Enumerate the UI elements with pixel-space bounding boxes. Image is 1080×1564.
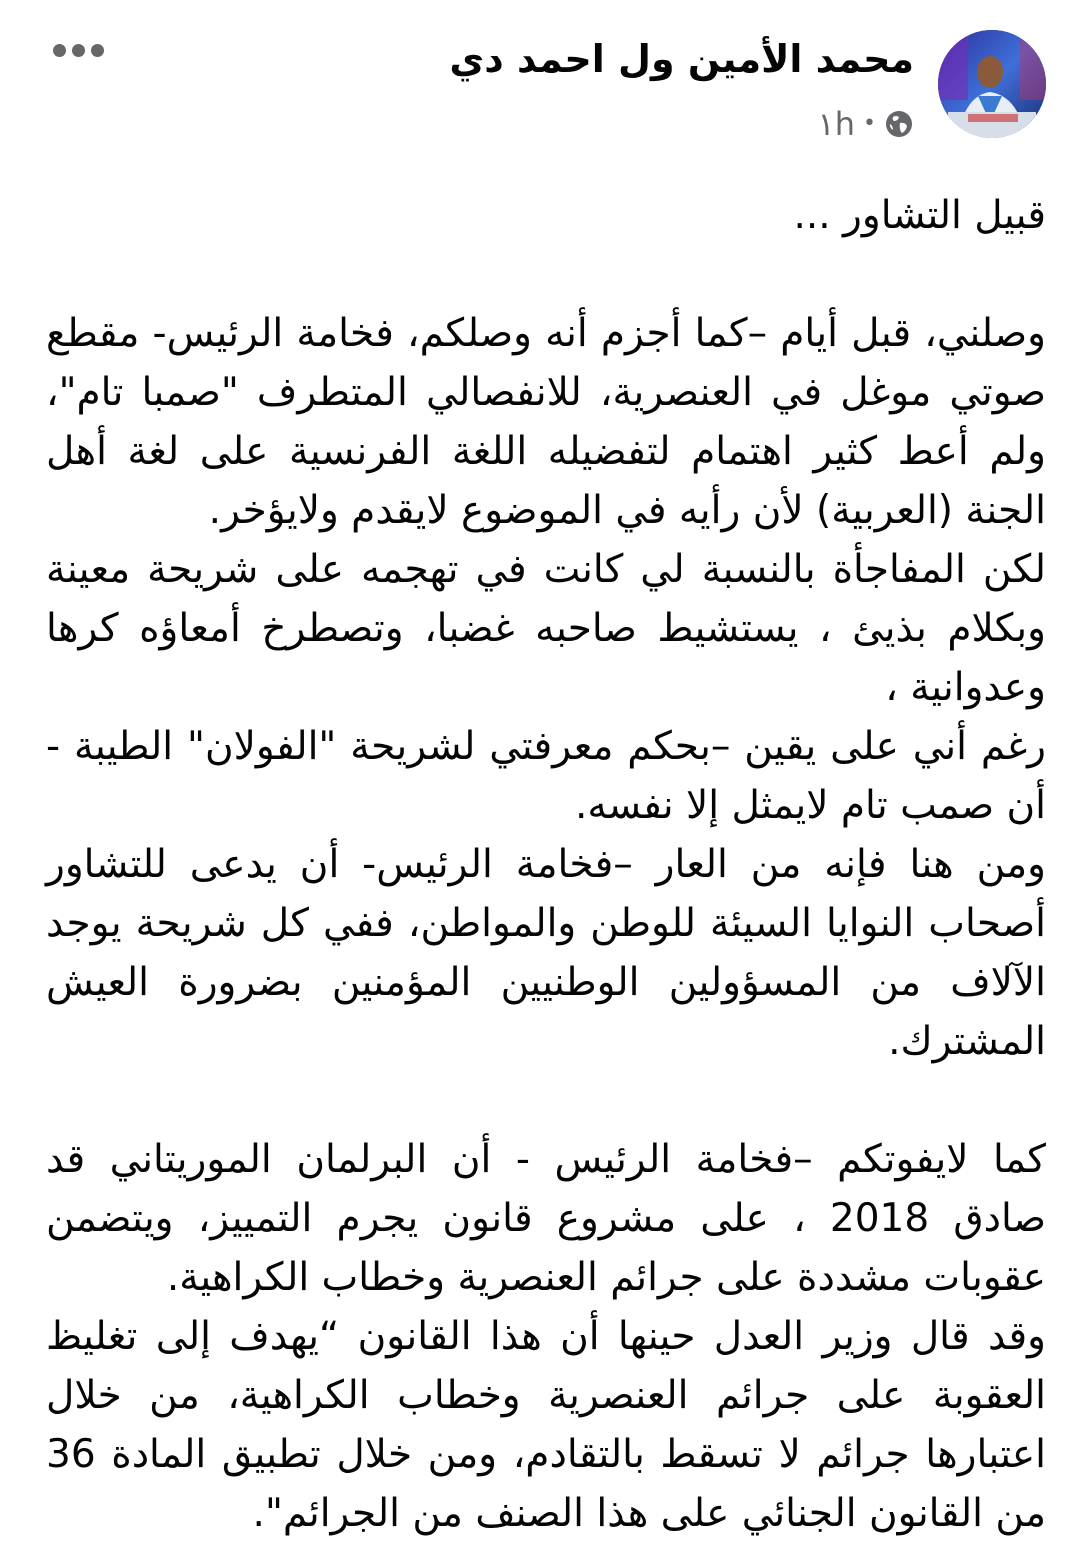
post-paragraph: لكن المفاجأة بالنسبة لي كانت في تهجمه على شريحة معينة وبكلام بذيئ ، يستشيط صاحبه غضبا، وتصطرخ أمعاؤه كرها وعدوانية ، (46, 547, 1046, 710)
more-options-icon (53, 44, 66, 57)
author-name[interactable]: محمد الأمين ول احمد دي (449, 37, 914, 81)
post-meta (818, 104, 914, 144)
paragraph-spacer (46, 1071, 1046, 1130)
meta-separator: • (863, 111, 876, 136)
more-options-button[interactable] (48, 30, 108, 70)
post-paragraph: وقد قال وزير العدل حينها أن هذا القانون “يهدف إلى تغليظ العقوبة على جرائم العنصرية وخطاب الكراهية، من خلال اعتبارها جرائم لا تسقط بالتقادم، ومن خلال تطبيق المادة 36 من القانون الجنائي على هذا الصنف من الجرائم". (46, 1314, 1046, 1536)
post-paragraph: رغم أني على يقين –بحكم معرفتي لشريحة "الفولان" الطيبة - أن صمب تام لايمثل إلا نفسه. (46, 724, 1046, 828)
author-avatar[interactable] (938, 30, 1046, 138)
post-timestamp[interactable]: ١h (817, 105, 856, 143)
post-header (0, 0, 1080, 150)
avatar-image (938, 30, 1046, 138)
globe-icon[interactable] (884, 109, 914, 139)
post-paragraph: كما لايفوتكم –فخامة الرئيس - أن البرلمان الموريتاني قد صادق 2018 ، على مشروع قانون يجرم التمييز، ويتضمن عقوبات مشددة على جرائم العنصرية وخطاب الكراهية. (46, 1137, 1046, 1300)
post-paragraph: قبيل التشاور ... (793, 193, 1046, 238)
post-paragraph: وصلني، قبل أيام –كما أجزم أنه وصلكم، فخامة الرئيس- مقطع صوتي موغل في العنصرية، للانفصالي المتطرف "صمبا تام"، ولم أعط كثير اهتمام لتفضيله اللغة الفرنسية على لغة أهل الجنة (العربية) لأن رأيه في الموضوع لايقدم ولايؤخر. (46, 311, 1046, 533)
post-paragraph: ومن هنا فإنه من العار –فخامة الرئيس- أن يدعى للتشاور أصحاب النوايا السيئة للوطن والمواطن، ففي كل شريحة يوجد الآلاف من المسؤولين الوطنيين المؤمنين بضرورة العيش المشترك. (46, 842, 1046, 1064)
post-text (46, 186, 1046, 1543)
paragraph-spacer (46, 245, 1046, 304)
